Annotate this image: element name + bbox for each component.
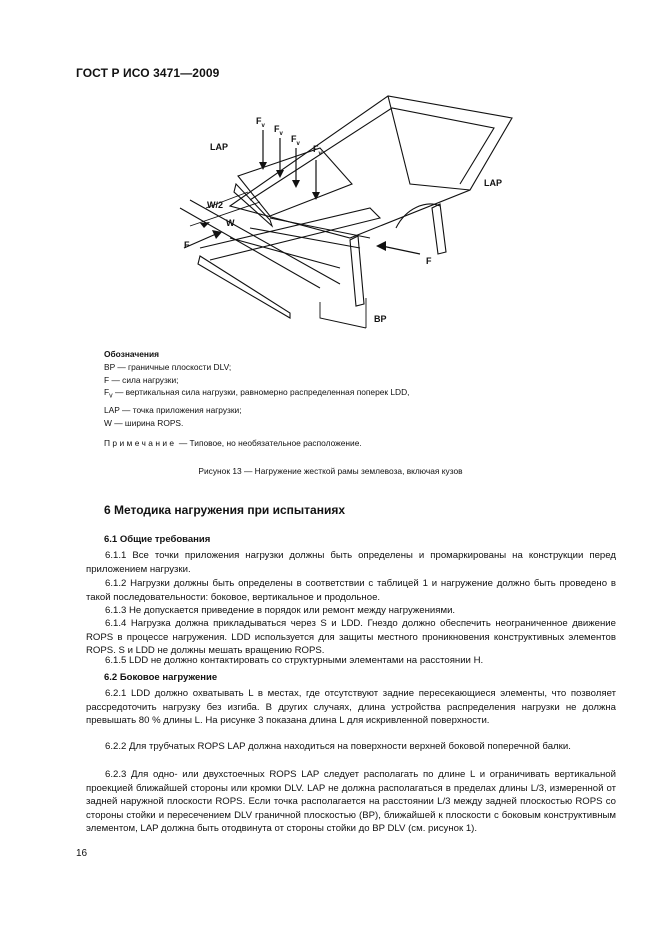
lap-label-left: LAP [210,142,228,152]
figure-legend [104,348,409,429]
legend-fv-text: — вертикальная сила нагрузки, равномерно распределенная поперек LDD, [112,387,410,398]
paragraph-6-1-5: 6.1.5 LDD не должно контактировать со структурными элементами на расстоянии H. [105,655,484,666]
w-label: W [226,218,235,228]
lap-label-right: LAP [484,178,502,188]
section-6-title: 6 Методика нагружения при испытаниях [104,503,346,517]
f-right-arrow [382,246,420,254]
section-6-1-title: 6.1 Общие требования [104,534,211,545]
fv-label-3: $F_v$ [291,134,300,147]
bp-lines [320,298,366,328]
rear-post-right [432,204,446,254]
figure-note [104,438,362,448]
figure-13-drawing [170,88,530,340]
legend-f: F — сила нагрузки; [104,374,179,385]
legend-lap: LAP — точка приложения нагрузки; [104,404,242,415]
page-number: 16 [76,848,88,859]
legend-bp: BP — граничные плоскости DLV; [104,361,232,372]
frame-long-beam [200,208,380,260]
figure-13-svg [170,88,530,340]
dump-body-inner-edge [250,108,494,200]
bp-label: BP [374,314,387,324]
note-label: Примечание [104,438,177,448]
legend-fv-symbol: F [104,387,110,398]
section-6-2-title: 6.2 Боковое нагружение [104,672,218,683]
legend-fv-subscript: v [109,393,113,401]
paragraph-6-1-1: 6.1.1 Все точки приложения нагрузки должны быть определены и промаркированы на конструкции перед приложением нагрузки. [86,550,616,575]
paragraph-6-2-2: 6.2.2 Для трубчатых ROPS LAP должна находиться на поверхности верхней боковой поперечной балки. [105,741,571,752]
fv-label-1: $F_v$ [256,116,265,129]
w2-label: W/2 [207,200,224,210]
paragraph-6-1-4: 6.1.4 Нагрузка должна прикладываться через S и LDD. Гнездо должно обеспечить неограниченное движение ROPS в процессе нагружения. LDD используется для защиты местного проникновения конструктивных элементов ROPS. S и LDD не должны мешать вращению ROPS. [86,618,616,657]
legend-w: W — ширина ROPS. [104,417,184,428]
f-label-left: F [184,240,190,250]
f-label-right: F [426,256,432,266]
frame-rail-right [198,256,290,318]
figure-caption: Рисунок 13 — Нагружение жесткой рамы землевоза, включая кузов [198,466,463,476]
paragraph-6-1-3: 6.1.3 Не допускается приведение в порядок или ремонт между нагружениями. [105,605,456,616]
note-text: — Типовое, но необязательное расположение. [178,438,362,448]
paragraph-6-2-1: 6.2.1 LDD должно охватывать L в местах, где отсутствуют задние пересекающиеся элементы, что позволяет рассредоточить нагрузку без изгиба. В других случаях, длина устройства распределения нагрузки не должна превышать 80 % длины L. На рисунке 3 показана длина L для искривленной поверхности. [86,688,616,727]
document-header: ГОСТ Р ИСО 3471—2009 [76,66,220,80]
paragraph-6-2-3: 6.2.3 Для одно- или двухстоечных ROPS LAP следует располагать по длине L и ограничивать вертикальной проекцией ближайшей стороны или кромки DLV. LAP не должна располагаться в пределах длины L/3, измеренной от задней наружной плоскости ROPS. Если точка располагается на расстоянии L/3 между задней плоскостью ROPS со стороны стойки и пересечением DLV граничной плоскостью (BP), ближайшей к плоскости с боковым конструктивным элементом, LAP должна быть отодвинута от стороны стойки до BP DLV (см. рисунок 1). [86,769,616,835]
paragraph-6-1-2: 6.1.2 Нагрузки должны быть определены в соответствии с таблицей 1 и нагружение должно быть проведено в такой последовательности: боковое, вертикальное и продольное. [86,578,616,603]
legend-fv [104,386,409,403]
frame-rail-left [180,200,340,288]
fv-label-4: $F_v$ [313,144,322,157]
legend-heading: Обозначения [104,349,159,359]
fv-label-2: $F_v$ [274,124,283,137]
